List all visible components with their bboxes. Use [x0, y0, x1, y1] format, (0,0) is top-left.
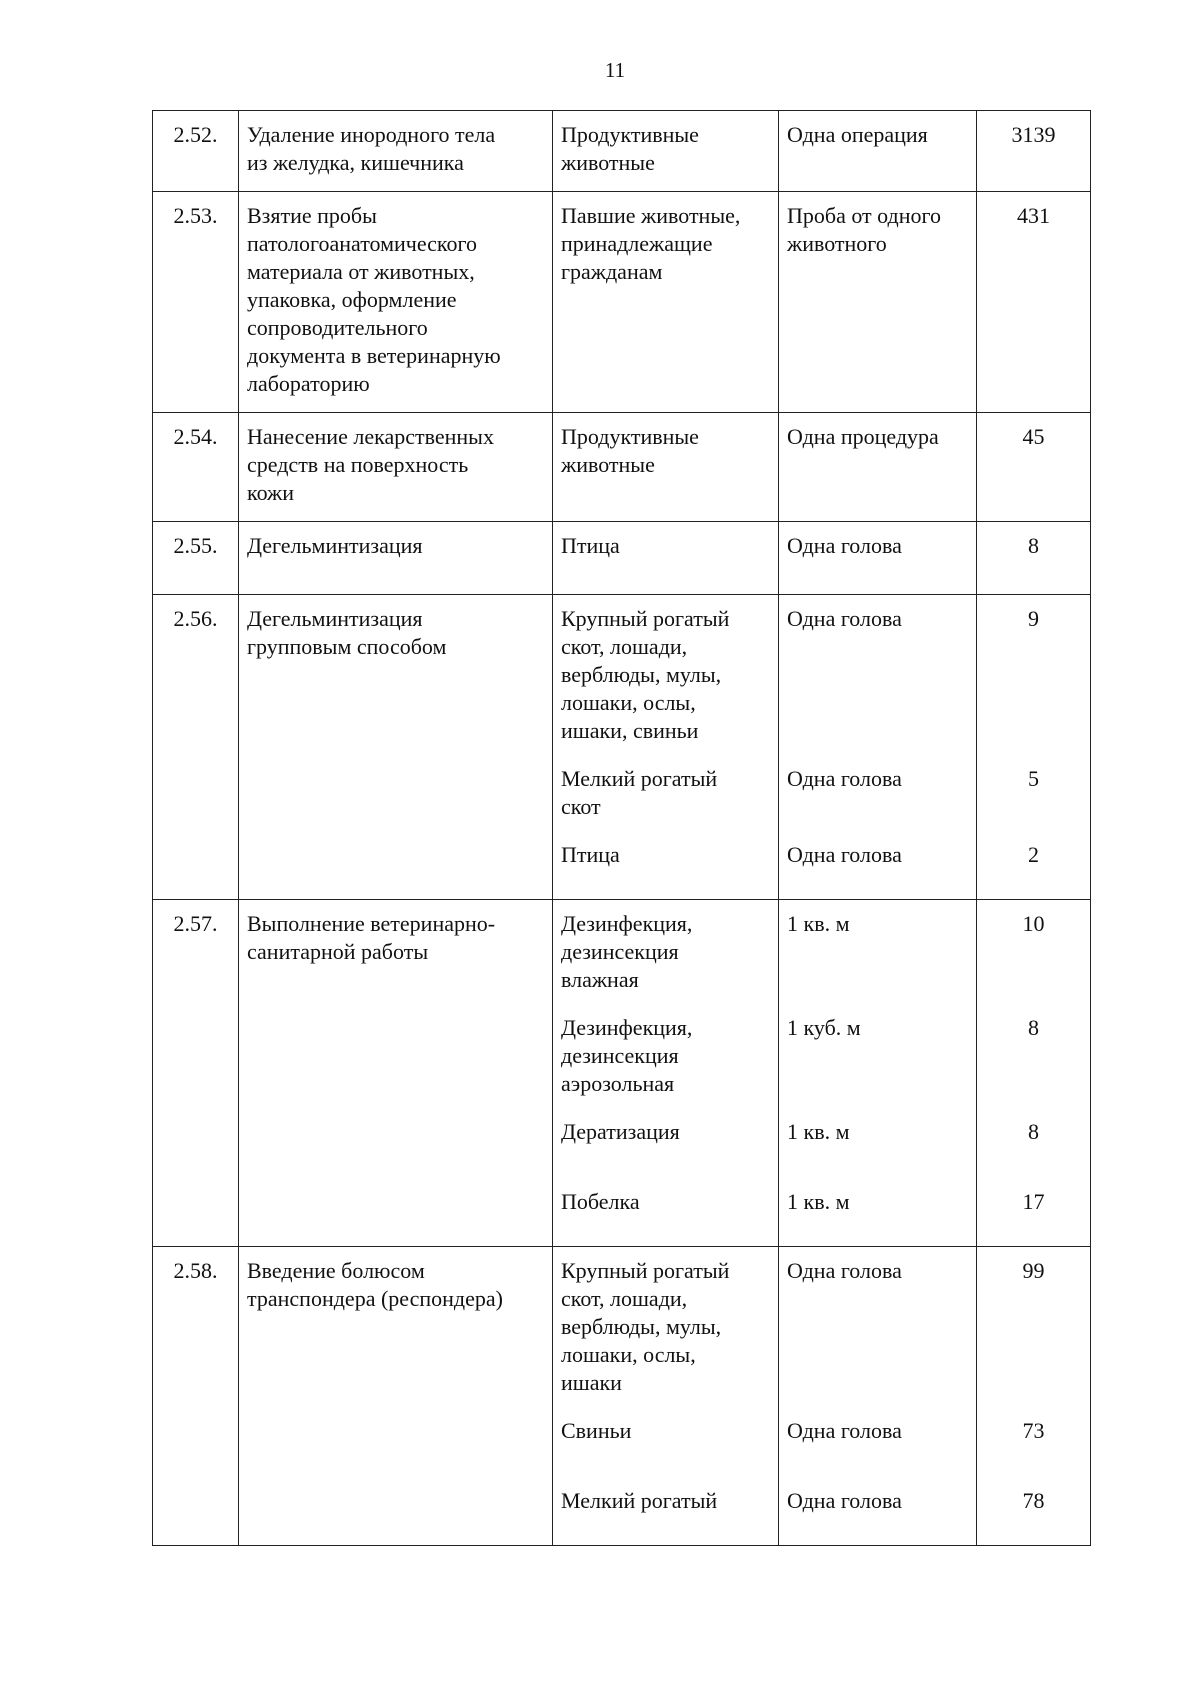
animal-category: Продуктивные животные	[561, 122, 699, 175]
animal-category: Павшие животные, принадлежащие гражданам	[561, 203, 741, 284]
price-cell	[977, 111, 1091, 192]
table-body	[153, 111, 1091, 1546]
animal-category: Мелкий рогатый	[561, 1488, 718, 1513]
service-name: Удаление инородного тела из желудка, кишечника	[239, 111, 553, 192]
unit-of-measure: Одна голова	[787, 1418, 902, 1443]
price-value: 431	[1017, 203, 1050, 228]
unit-of-measure: Одна голова	[787, 842, 902, 867]
animal-category: Свиньи	[561, 1418, 632, 1443]
price-value: 17	[1022, 1189, 1045, 1214]
service-name: Взятие пробы патологоанатомического материала от животных, упаковка, оформление сопроводительного документа в ветеринарную лабораторию	[239, 192, 553, 413]
item-number: 2.52.	[153, 111, 239, 192]
price-cell	[977, 900, 1091, 1247]
animal-category: Продуктивные животные	[561, 424, 699, 477]
unit-cell	[779, 595, 977, 900]
unit-cell	[779, 900, 977, 1247]
unit-cell	[779, 413, 977, 522]
unit-cell	[779, 1247, 977, 1546]
animal-category: Мелкий рогатый скот	[561, 766, 718, 819]
unit-cell	[779, 111, 977, 192]
unit-of-measure: Одна голова	[787, 606, 902, 631]
animal-category-cell	[553, 413, 779, 522]
price-value: 10	[1022, 911, 1045, 936]
animal-category: Крупный рогатый скот, лошади, верблюды, мулы, лошаки, ослы, ишаки, свиньи	[561, 606, 730, 743]
service-name: Введение болюсом транспондера (респондера)	[239, 1247, 553, 1546]
animal-category: Птица	[561, 533, 620, 558]
page-number: 11	[604, 58, 626, 82]
animal-category-cell	[553, 192, 779, 413]
service-name: Дегельминтизация	[239, 522, 553, 595]
animal-category: Дератизация	[561, 1119, 680, 1144]
item-number: 2.57.	[153, 900, 239, 1247]
item-number: 2.56.	[153, 595, 239, 900]
table-row	[153, 111, 1091, 192]
unit-of-measure: Одна операция	[787, 122, 928, 147]
price-cell	[977, 413, 1091, 522]
table-row	[153, 192, 1091, 413]
animal-category: Дезинфекция, дезинсекция влажная	[561, 911, 693, 992]
service-name: Нанесение лекарственных средств на поверхность кожи	[239, 413, 553, 522]
unit-of-measure: Одна голова	[787, 1488, 902, 1513]
price-value: 9	[1028, 606, 1039, 631]
unit-of-measure: 1 кв. м	[787, 911, 850, 936]
unit-of-measure: Одна процедура	[787, 424, 939, 449]
unit-of-measure: 1 кв. м	[787, 1119, 850, 1144]
animal-category: Дезинфекция, дезинсекция аэрозольная	[561, 1015, 693, 1096]
item-number: 2.58.	[153, 1247, 239, 1546]
animal-category-cell	[553, 1247, 779, 1546]
price-value: 8	[1028, 533, 1039, 558]
table-row	[153, 1247, 1091, 1546]
price-value: 45	[1022, 424, 1045, 449]
animal-category: Крупный рогатый скот, лошади, верблюды, мулы, лошаки, ослы, ишаки	[561, 1258, 730, 1395]
price-value: 3139	[1011, 122, 1056, 147]
table-row	[153, 522, 1091, 595]
service-name: Дегельминтизация групповым способом	[239, 595, 553, 900]
price-value: 8	[1028, 1119, 1039, 1144]
price-cell	[977, 192, 1091, 413]
price-cell	[977, 522, 1091, 595]
unit-cell	[779, 522, 977, 595]
item-number: 2.54.	[153, 413, 239, 522]
animal-category-cell	[553, 522, 779, 595]
unit-of-measure: 1 куб. м	[787, 1015, 861, 1040]
price-value: 5	[1028, 766, 1039, 791]
price-value: 73	[1022, 1418, 1045, 1443]
tariff-table	[152, 110, 1091, 1546]
animal-category-cell	[553, 900, 779, 1247]
animal-category: Птица	[561, 842, 620, 867]
animal-category-cell	[553, 111, 779, 192]
price-cell	[977, 595, 1091, 900]
animal-category: Побелка	[561, 1189, 640, 1214]
unit-of-measure: Проба от одного животного	[787, 203, 941, 256]
table-row	[153, 900, 1091, 1247]
service-name: Выполнение ветеринарно- санитарной работы	[239, 900, 553, 1247]
price-value: 8	[1028, 1015, 1039, 1040]
table-row	[153, 413, 1091, 522]
unit-of-measure: Одна голова	[787, 1258, 902, 1283]
unit-of-measure: 1 кв. м	[787, 1189, 850, 1214]
table-row	[153, 595, 1091, 900]
price-value: 78	[1022, 1488, 1045, 1513]
item-number: 2.53.	[153, 192, 239, 413]
price-value: 2	[1028, 842, 1039, 867]
item-number: 2.55.	[153, 522, 239, 595]
unit-of-measure: Одна голова	[787, 766, 902, 791]
unit-cell	[779, 192, 977, 413]
animal-category-cell	[553, 595, 779, 900]
price-value: 99	[1022, 1258, 1045, 1283]
unit-of-measure: Одна голова	[787, 533, 902, 558]
price-cell	[977, 1247, 1091, 1546]
